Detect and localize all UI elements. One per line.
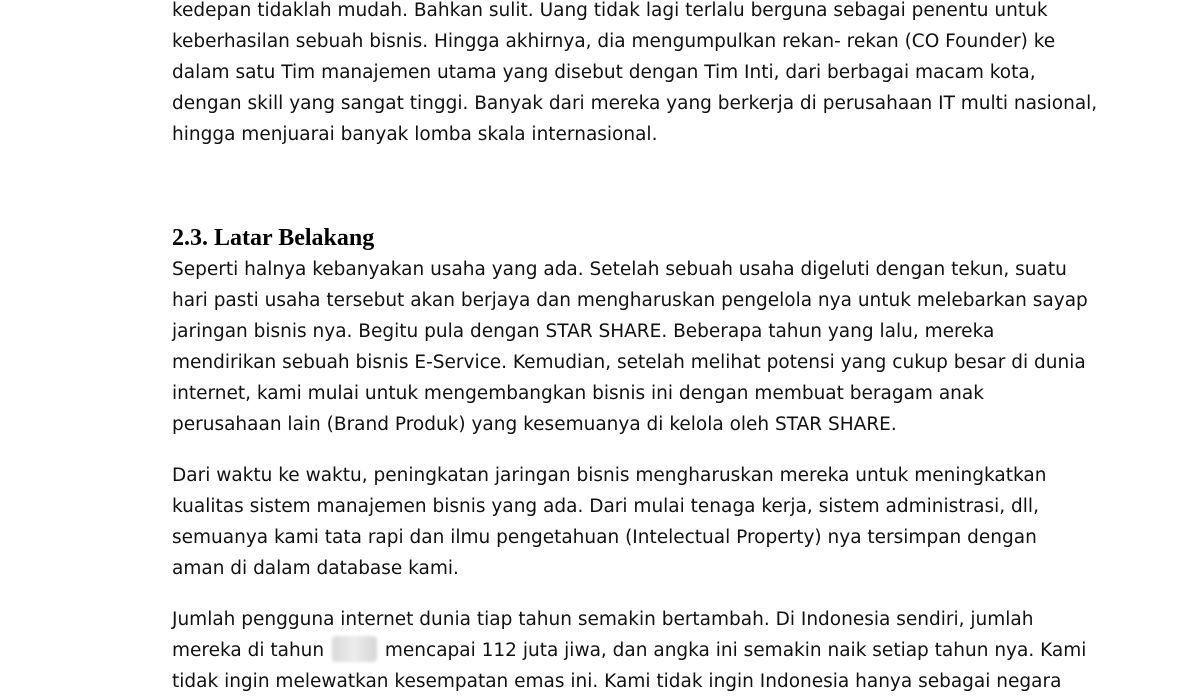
paragraph-background-3 (172, 604, 1087, 697)
paragraph-line: Jumlah pengguna internet dunia tiap tahun semakin bertambah. Di Indonesia sendiri, jumlah (172, 609, 1034, 630)
paragraph-line: tidak ingin melewatkan kesempatan emas ini. Kami tidak ingin Indonesia hanya sebagai negara (172, 671, 1062, 692)
paragraph-intro (172, 0, 1098, 150)
paragraph-line: semuanya kami tata rapi dan ilmu pengetahuan (Intelectual Property) nya tersimpan dengan (172, 527, 1037, 548)
line-text-after: mencapai 112 juta jiwa, dan angka ini semakin naik setiap tahun nya. Kami (384, 640, 1087, 661)
paragraph-line: mendirikan sebuah bisnis E-Service. Kemudian, setelah melihat potensi yang cukup besar di dunia (172, 352, 1086, 373)
paragraph-line: perusahaan lain (Brand Produk) yang kesemuanya di kelola oleh STAR SHARE. (172, 414, 897, 435)
paragraph-line: dalam satu Tim manajemen utama yang disebut dengan Tim Inti, dari berbagai macam kota, (172, 62, 1036, 83)
line-text-before: mereka di tahun (172, 640, 325, 661)
paragraph-line: hingga menjuarai banyak lomba skala internasional. (172, 124, 658, 145)
paragraph-line: dengan skill yang sangat tinggi. Banyak dari mereka yang berkerja di perusahaan IT multi nasional, (172, 93, 1098, 114)
paragraph-line: keberhasilan sebuah bisnis. Hingga akhirnya, dia mengumpulkan rekan- rekan (CO Founder) ke (172, 31, 1056, 52)
paragraph-line: internet, kami mulai untuk mengembangkan bisnis ini dengan membuat beragam anak (172, 383, 984, 404)
section-heading: 2.3. Latar Belakang (172, 225, 375, 251)
paragraph-line: jaringan bisnis nya. Begitu pula dengan STAR SHARE. Beberapa tahun yang lalu, mereka (172, 321, 995, 342)
paragraph-background-2 (172, 460, 1072, 584)
paragraph-line: kedepan tidaklah mudah. Bahkan sulit. Uang tidak lagi terlalu berguna sebagai penentu untuk (172, 0, 1048, 21)
paragraph-line (172, 635, 1087, 666)
paragraph-line: Seperti halnya kebanyakan usaha yang ada. Setelah sebuah usaha digeluti dengan tekun, suatu (172, 259, 1067, 280)
paragraph-line: Dari waktu ke waktu, peningkatan jaringan bisnis mengharuskan mereka untuk meningkatkan (172, 465, 1047, 486)
paragraph-line: kualitas sistem manajemen bisnis yang ada. Dari mulai tenaga kerja, sistem administrasi, dll, (172, 496, 1039, 517)
paragraph-line: hari pasti usaha tersebut akan berjaya dan mengharuskan pengelola nya untuk melebarkan sayap (172, 290, 1088, 311)
paragraph-background-1 (172, 254, 1088, 440)
redacted-year-blur (332, 636, 377, 662)
paragraph-line: aman di dalam database kami. (172, 558, 459, 579)
